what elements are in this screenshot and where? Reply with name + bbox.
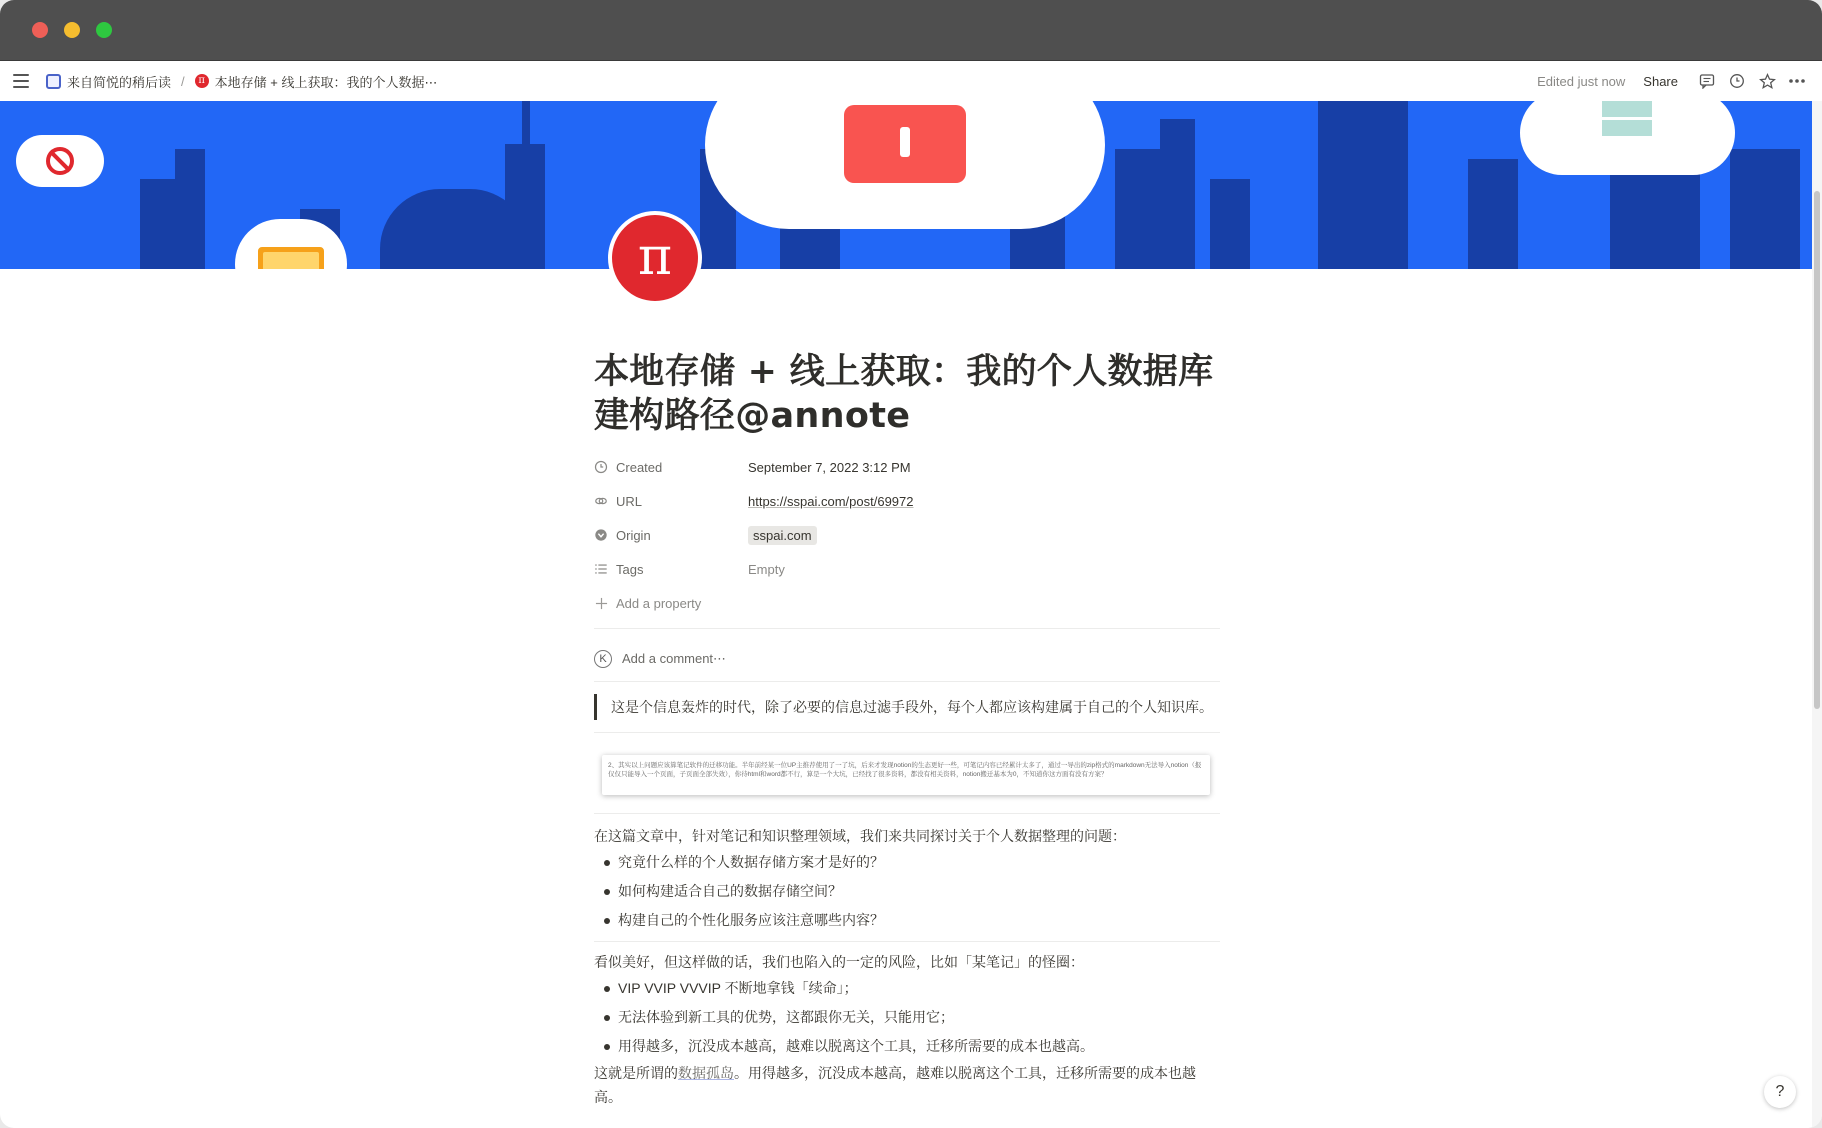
conclusion-text-start: 这就是所谓的 xyxy=(594,1065,678,1081)
properties xyxy=(594,450,1220,620)
list-item[interactable]: 无法体验到新工具的优势，这都跟你无关，只能用它； xyxy=(602,1003,1220,1032)
list-item[interactable]: 究竟什么样的个人数据存储方案才是好的？ xyxy=(602,848,1220,877)
property-created-name: Created xyxy=(616,459,663,475)
risk-paragraph[interactable]: 看似美好，但这样做的话，我们也陷入的一定的风险，比如「某笔记」的怪圈： xyxy=(594,954,1084,970)
link-icon xyxy=(594,494,608,508)
breadcrumb-page-label: 本地存储 + 线上获取：我的个人数据⋯ xyxy=(214,74,438,90)
top-bar xyxy=(0,61,1822,101)
title-bar xyxy=(0,0,1822,61)
comments-icon[interactable] xyxy=(1692,67,1722,95)
list-item[interactable]: 构建自己的个性化服务应该注意哪些内容？ xyxy=(602,906,1220,935)
page-cover[interactable] xyxy=(0,101,1812,269)
star-icon[interactable] xyxy=(1752,67,1782,95)
add-property-label: Add a property xyxy=(616,595,702,611)
origin-tag[interactable]: sspai.com xyxy=(748,526,817,545)
select-icon xyxy=(594,528,608,542)
intro-paragraph[interactable]: 在这篇文章中，针对笔记和知识整理领域，我们来共同探讨关于个人数据整理的问题： xyxy=(594,828,1126,844)
scrollbar-thumb[interactable] xyxy=(1814,191,1820,709)
conclusion-text-end: 。用得越多，沉没成本越高，越难以脱离这个工具，迁移所需要的成本也越高。 xyxy=(594,1065,1196,1105)
breadcrumb xyxy=(42,61,441,101)
comment-input[interactable]: Add a comment⋯ xyxy=(622,651,727,666)
property-url-name: URL xyxy=(616,493,643,509)
no-entry-icon xyxy=(46,147,74,175)
toolbox-icon xyxy=(844,105,966,183)
list-item[interactable]: VIP VVIP VVVIP 不断地拿钱「续命」； xyxy=(602,974,1220,1003)
add-property-button[interactable] xyxy=(594,586,1220,620)
breadcrumb-database-label: 来自简悦的稍后读 xyxy=(67,74,172,90)
question-list xyxy=(594,848,1220,935)
plus-icon xyxy=(594,596,608,610)
breadcrumb-separator: / xyxy=(181,73,185,89)
scrollbar[interactable] xyxy=(1812,101,1822,1128)
pi-icon: π xyxy=(195,74,209,88)
screenshot-image[interactable]: 2、其实以上问题应该算笔记软件的迁移功能。半年前经某一位UP主推荐使用了一了坑，后来才发现notion的生态更好一些，可笔记内容已经累计太多了，通过一导出的zip格式的markdown无法导入notion（报仅仅只能导入一个页面，子页面全部失效），你待html和word都不行，算是一个大坑，已经找了很多资料，都没有相关资料，notion搬迁基本为0，不知道你这方面有没有方案？ xyxy=(602,755,1210,795)
quote-block[interactable]: 这是个信息轰炸的时代，除了必要的信息过滤手段外，每个人都应该构建属于自己的个人知识库。 xyxy=(594,694,1220,720)
divider xyxy=(594,941,1220,942)
share-button[interactable]: Share xyxy=(1643,73,1678,89)
list-item[interactable]: 如何构建适合自己的数据存储空间？ xyxy=(602,877,1220,906)
screen-icon xyxy=(258,247,324,269)
url-link[interactable]: https://sspai.com/post/69972 xyxy=(748,493,914,509)
clock-icon[interactable] xyxy=(1722,67,1752,95)
edited-status: Edited just now xyxy=(1537,73,1626,89)
property-tags[interactable] xyxy=(594,552,1220,586)
menu-icon[interactable] xyxy=(13,74,29,88)
breadcrumb-database[interactable] xyxy=(42,70,175,93)
database-icon xyxy=(46,74,61,89)
risk-list xyxy=(594,974,1220,1061)
zoom-window-button[interactable] xyxy=(96,22,112,38)
clock-icon xyxy=(594,460,608,474)
help-button[interactable]: ? xyxy=(1764,1076,1796,1108)
divider xyxy=(594,681,1220,682)
divider xyxy=(594,732,1220,733)
property-origin[interactable] xyxy=(594,518,1220,552)
page-icon[interactable]: π xyxy=(612,215,698,301)
property-tags-name: Tags xyxy=(616,561,644,577)
page-content xyxy=(594,350,1220,1109)
close-window-button[interactable] xyxy=(32,22,48,38)
top-bar-tools xyxy=(1537,61,1822,101)
property-tags-value[interactable]: Empty xyxy=(748,561,785,577)
data-island-link[interactable]: 数据孤岛 xyxy=(678,1065,734,1081)
conclusion-paragraph[interactable] xyxy=(594,1061,1220,1109)
property-origin-name: Origin xyxy=(616,527,651,543)
list-icon xyxy=(594,562,608,576)
avatar: K xyxy=(594,650,612,668)
property-url[interactable] xyxy=(594,484,1220,518)
server-icon xyxy=(1602,101,1652,137)
property-created-value[interactable]: September 7, 2022 3:12 PM xyxy=(748,459,911,475)
page-title[interactable]: 本地存储 + 线上获取：我的个人数据库建构路径@annote xyxy=(594,352,1214,436)
add-comment[interactable] xyxy=(594,637,1220,681)
list-item[interactable]: 用得越多，沉没成本越高，越难以脱离这个工具，迁移所需要的成本也越高。 xyxy=(602,1032,1220,1061)
divider xyxy=(594,813,1220,814)
property-created[interactable] xyxy=(594,450,1220,484)
more-icon[interactable] xyxy=(1782,67,1812,95)
divider xyxy=(594,628,1220,629)
minimize-window-button[interactable] xyxy=(64,22,80,38)
breadcrumb-page[interactable] xyxy=(191,70,442,93)
